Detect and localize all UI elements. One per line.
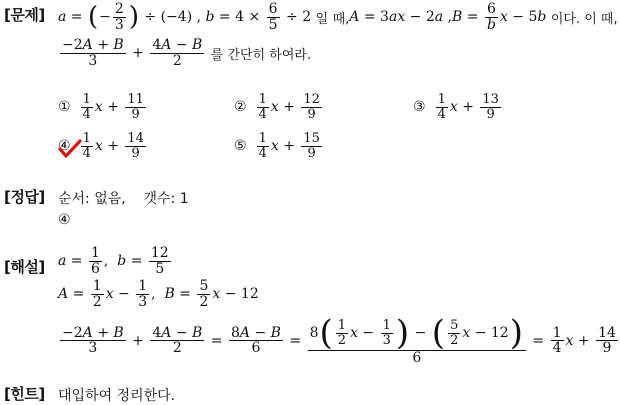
choice-3-number: ③ xyxy=(413,99,426,116)
choice-4-number: ④ xyxy=(58,138,71,155)
problem-label: [문제] xyxy=(4,6,45,24)
choice-2[interactable]: ② $\frac{1}{4}$ x + $\frac{12}{9}$ xyxy=(234,92,320,122)
choice-1[interactable]: ① $\frac{1}{4}$ x + $\frac{11}{9}$ xyxy=(58,92,144,122)
choice-5[interactable]: ⑤ $\frac{1}{4}$ x + $\frac{15}{9}$ xyxy=(234,131,320,161)
answer-line xyxy=(58,188,189,208)
choice-2-number: ② xyxy=(234,99,247,116)
hint-label: [힌트] xyxy=(4,385,45,403)
answer-count: 갯수: 1 xyxy=(143,191,189,207)
solution-line-1: a = $\frac{1}{6}$ , b = $\frac{12}{5}$ xyxy=(58,245,169,277)
choice-4[interactable]: ④ $\frac{1}{4}$ x + $\frac{14}{9}$ xyxy=(58,131,144,161)
answer-number: ④ xyxy=(58,212,71,228)
choice-1-number: ① xyxy=(58,99,71,116)
solution-label: [해설] xyxy=(4,258,45,276)
particle-ida: 이다. 이 때, xyxy=(550,11,618,27)
hint-text: 대입하여 정리한다. xyxy=(58,388,176,404)
particle-ttae: 때, xyxy=(332,11,350,27)
choice-5-number: ⑤ xyxy=(234,138,247,155)
problem-line-2: $\frac{-2A + B}{3}$ + $\frac{4A - B}{2}$ 를 간단히 하여라. xyxy=(62,37,312,69)
problem-instruction: 를 간단히 하여라. xyxy=(210,47,312,63)
check-mark-icon xyxy=(58,139,82,159)
answer-order: 순서: 없음, xyxy=(58,191,126,207)
choice-3[interactable]: ③ $\frac{1}{4}$ x + $\frac{13}{9}$ xyxy=(413,92,499,122)
particle-il: 일 xyxy=(315,11,329,27)
answer-label: [정답] xyxy=(4,188,45,206)
solution-line-2: A = $\frac{1}{2}$ x − $\frac{1}{3}$ , B = $\frac{5}{2}$ x − 12 xyxy=(58,278,259,310)
solution-line-3: $\frac{-2A + B}{3}$ + $\frac{4A - B}{2}$ = $\frac{8A - B}{6}$ = 8 ( $\frac{1}{2}$ x − $\frac{1}{3}$ ) − ( $\frac{5}{2}$ x − 12 ) 6 = $\frac{1}{4}$ x + $\frac{14}{9}$ xyxy=(62,313,616,366)
problem-line-1: a = ( − $\frac{2}{3}$ ) ÷ (−4) , b = 4 × $\frac{6}{5}$ ÷ 2 일 때, A = 3 ax − 2 a , B = $\frac{6}{b}$ x − 5 b 이다. 이 때, xyxy=(58,1,618,33)
